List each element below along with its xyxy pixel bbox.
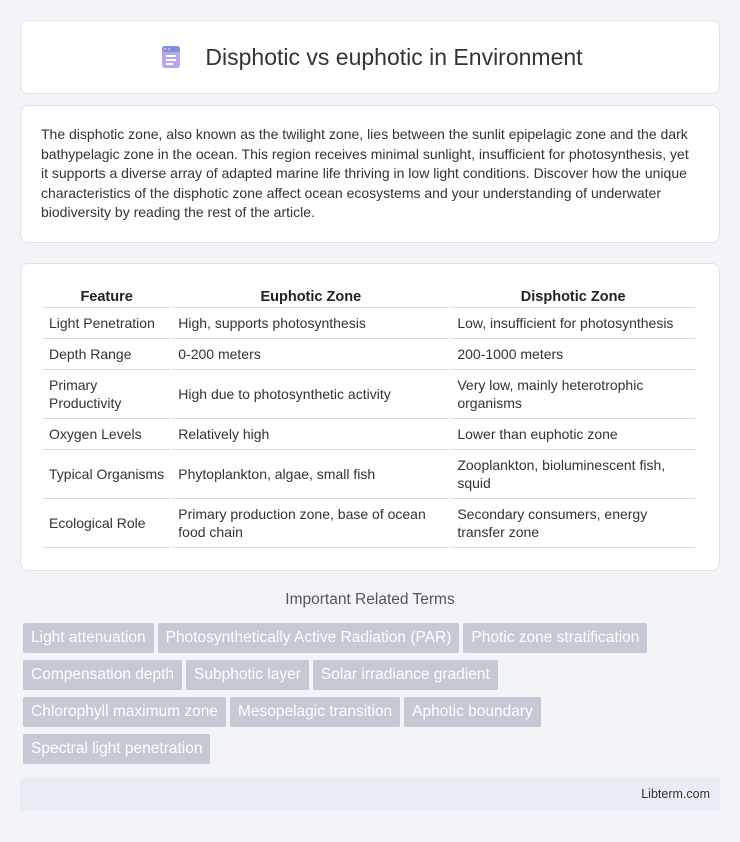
- table-cell: Light Penetration: [43, 308, 170, 339]
- related-term-tag[interactable]: Photosynthetically Active Radiation (PAR): [158, 623, 460, 653]
- table-row: [43, 419, 695, 450]
- table-row: [43, 370, 695, 419]
- table-cell: Very low, mainly heterotrophic organisms: [451, 370, 695, 419]
- table-cell: Relatively high: [172, 419, 449, 450]
- table-cell: High due to photosynthetic activity: [172, 370, 449, 419]
- intro-card: [20, 105, 720, 243]
- table-cell: 200-1000 meters: [451, 339, 695, 370]
- related-terms-list: [23, 623, 723, 771]
- table-cell: Primary production zone, base of ocean food chain: [172, 499, 449, 548]
- table-cell: Typical Organisms: [43, 450, 170, 499]
- related-term-tag[interactable]: Light attenuation: [23, 623, 154, 653]
- related-term-tag[interactable]: Solar irradiance gradient: [313, 660, 498, 690]
- related-term-tag[interactable]: Mesopelagic transition: [230, 697, 400, 727]
- related-terms-title: Important Related Terms: [285, 591, 455, 608]
- table-cell: Zooplankton, bioluminescent fish, squid: [451, 450, 695, 499]
- comparison-table: [41, 286, 697, 548]
- column-header: Feature: [43, 286, 170, 308]
- related-term-tag[interactable]: Photic zone stratification: [463, 623, 647, 653]
- related-term-tag[interactable]: Chlorophyll maximum zone: [23, 697, 226, 727]
- related-term-tag[interactable]: Aphotic boundary: [404, 697, 541, 727]
- comparison-card: [20, 263, 720, 571]
- table-cell: Phytoplankton, algae, small fish: [172, 450, 449, 499]
- footer: [20, 778, 720, 811]
- table-cell: Secondary consumers, energy transfer zone: [451, 499, 695, 548]
- header-card: [20, 20, 720, 94]
- table-row: [43, 308, 695, 339]
- table-cell: Oxygen Levels: [43, 419, 170, 450]
- table-row: [43, 450, 695, 499]
- column-header: Disphotic Zone: [451, 286, 695, 308]
- footer-site-link[interactable]: Libterm.com: [641, 787, 710, 801]
- column-header: Euphotic Zone: [172, 286, 449, 308]
- document-icon: [157, 43, 185, 71]
- table-row: [43, 339, 695, 370]
- related-term-tag[interactable]: Subphotic layer: [186, 660, 309, 690]
- table-cell: Depth Range: [43, 339, 170, 370]
- table-cell: Lower than euphotic zone: [451, 419, 695, 450]
- page-title: Disphotic vs euphotic in Environment: [205, 43, 583, 70]
- table-cell: Low, insufficient for photosynthesis: [451, 308, 695, 339]
- table-row: [43, 499, 695, 548]
- intro-text: The disphotic zone, also known as the twilight zone, lies between the sunlit epipelagic zone and the dark bathypelagic zone in the ocean. This region receives minimal sunlight, insufficient for photosynthesis, yet it supports a diverse array of adapted marine life thriving in low light conditions. Discover how the unique characteristics of the disphotic zone affect ocean ecosystems and your understanding of underwater biodiversity by reading the rest of the article.: [41, 126, 689, 220]
- related-term-tag[interactable]: Spectral light penetration: [23, 734, 210, 764]
- table-cell: 0-200 meters: [172, 339, 449, 370]
- table-header-row: [43, 286, 695, 308]
- table-cell: Ecological Role: [43, 499, 170, 548]
- table-cell: Primary Productivity: [43, 370, 170, 419]
- table-cell: High, supports photosynthesis: [172, 308, 449, 339]
- related-term-tag[interactable]: Compensation depth: [23, 660, 182, 690]
